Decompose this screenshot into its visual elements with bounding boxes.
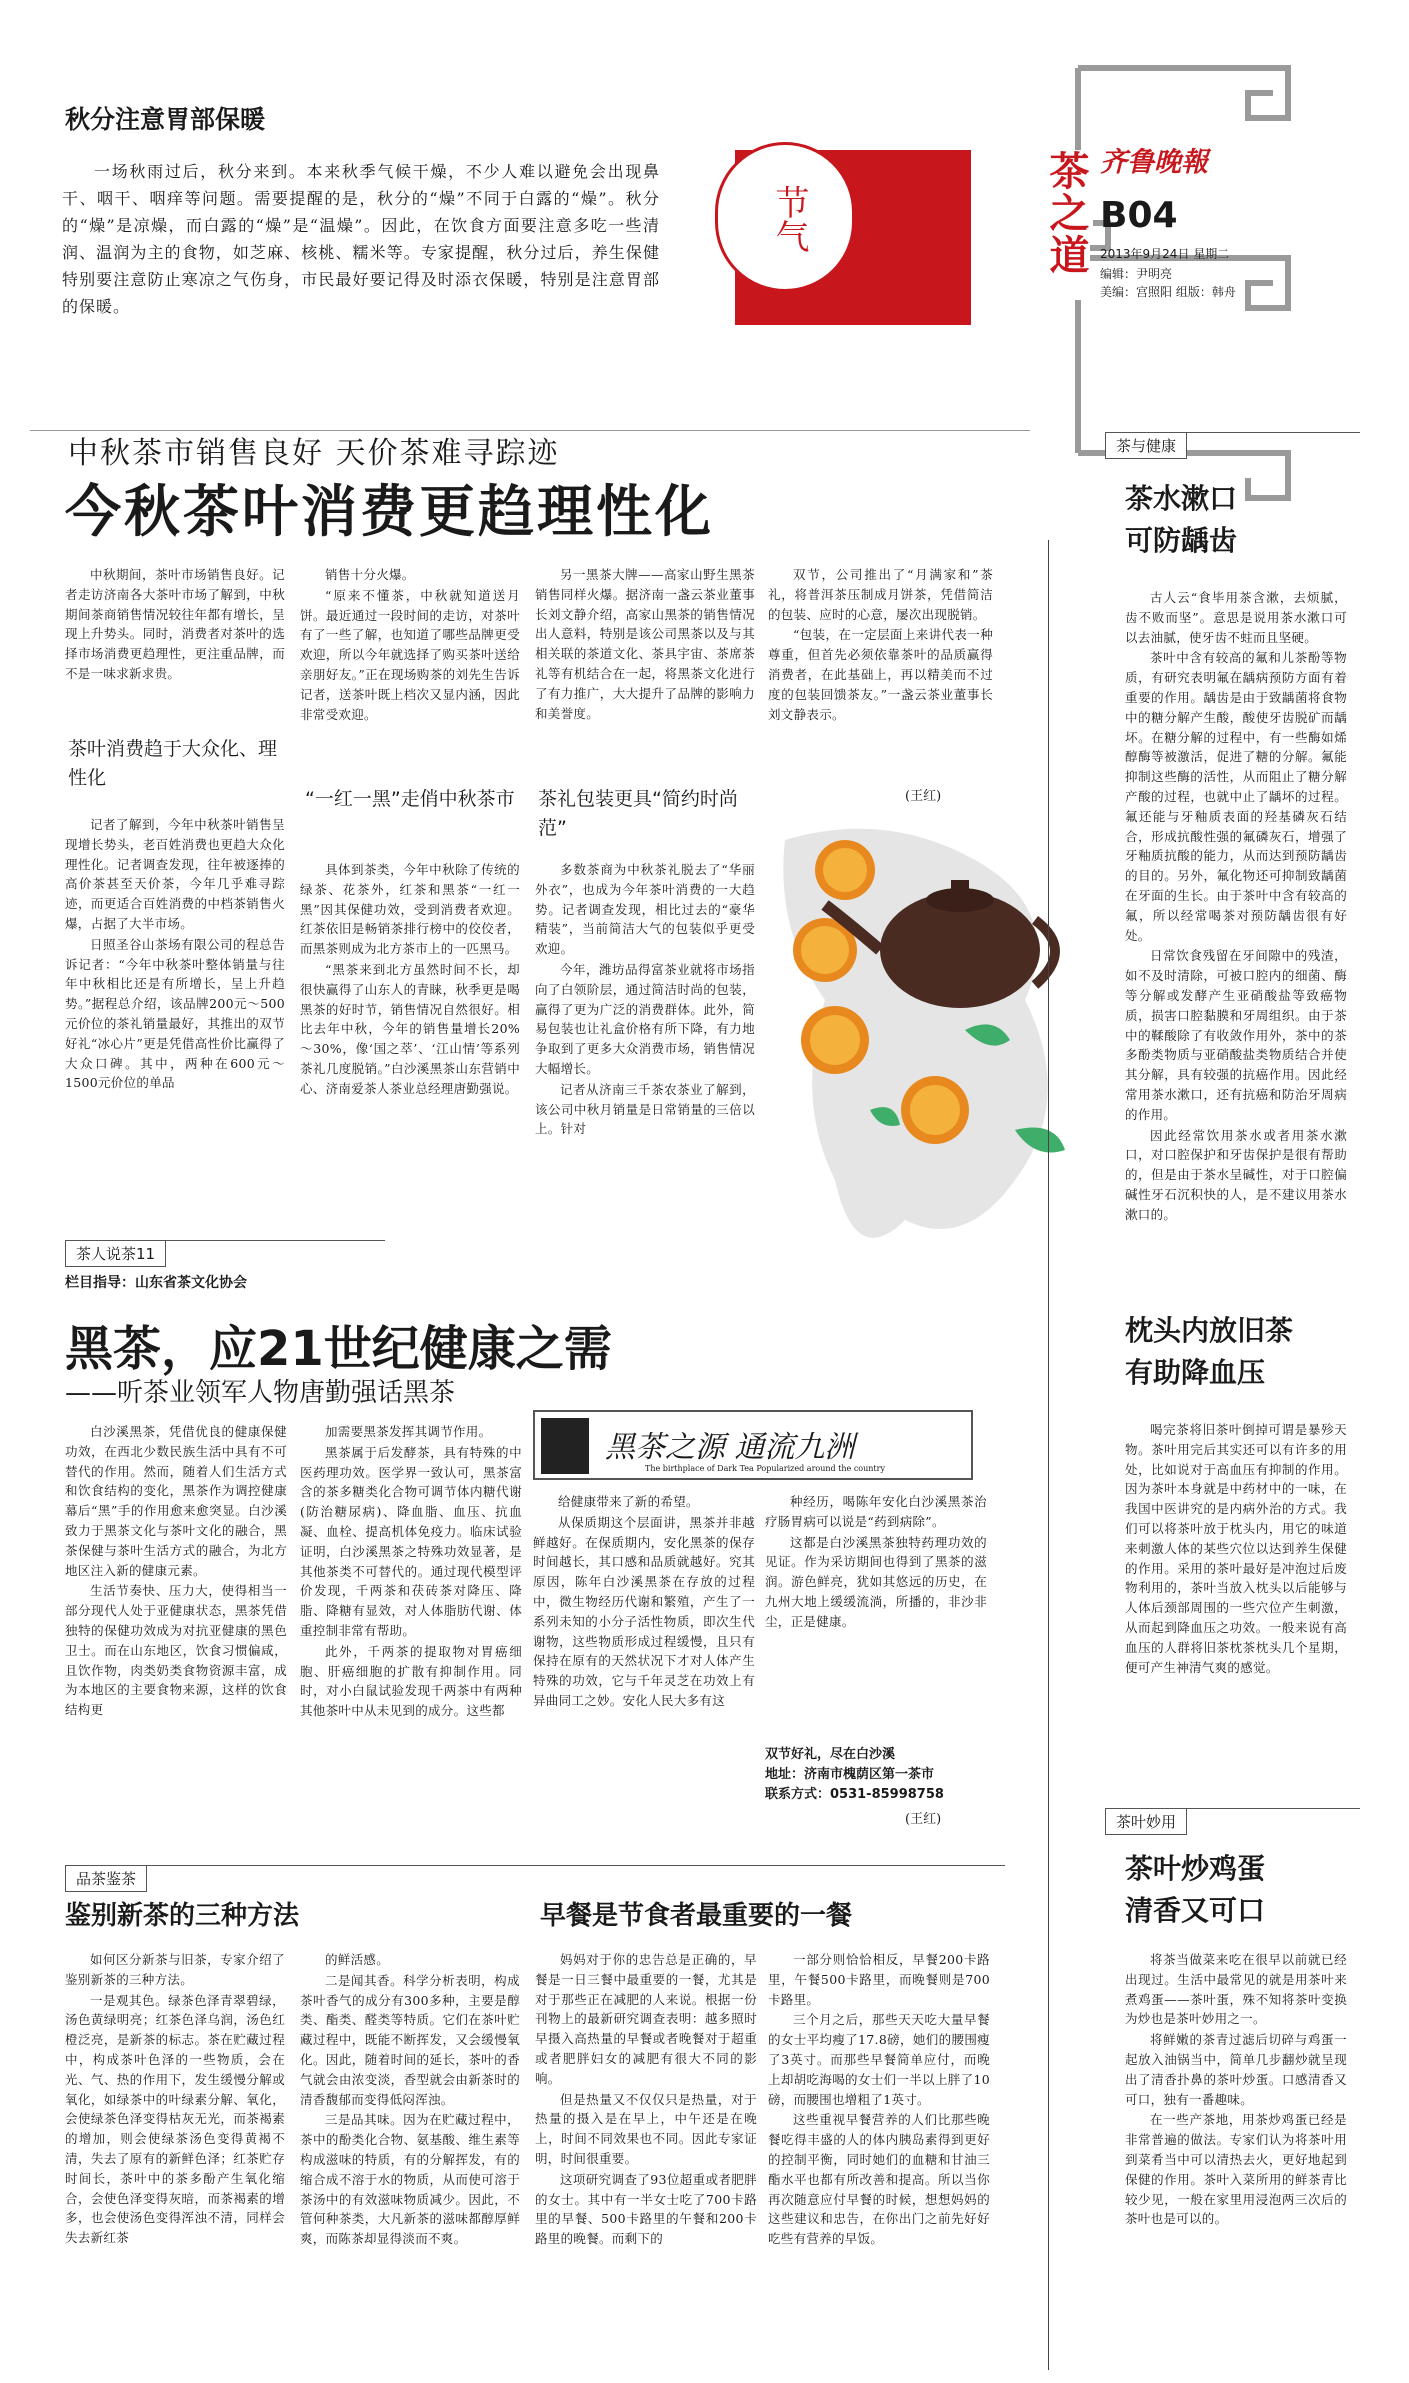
market-sub1: 茶叶消费趋于大众化、理性化 xyxy=(68,738,278,789)
side2-title: 枕头内放旧茶 有助降血压 xyxy=(1125,1314,1294,1389)
side1-tag: 茶与健康 xyxy=(1105,432,1360,454)
ad-text: 黑茶之源 通流九洲 xyxy=(605,1430,855,1465)
newtea-tag: 品茶鉴茶 xyxy=(65,1865,1005,1887)
autumn-text: 一场秋雨过后，秋分来到。本来秋季气候干燥，不少人难以避免会出现鼻干、咽干、咽痒等问题。需要提醒的是，秋分的“燥”不同于白露的“燥”。秋分的“燥”是凉燥，而白露的“燥”是“温燥”。因此，在饮食方面要注意多吃一些清润、温润为主的食物，如芝麻、核桃、糯米等。专家提醒，秋分过后，养生保健特别要注意防止寒凉之气伤身，市民最好要记得及时添衣保暖，特别是注意胃部的保暖。 xyxy=(62,162,660,316)
black-col1: 白沙溪黑茶，凭借优良的健康保健功效，在西北少数民族生活中具有不可替代的作用。然而，随着人们生活方式和饮食结构的变化，黑茶作为调控健康幕后“黑”手的作用愈来愈突显。白沙溪致力于黑茶文化与茶叶文化的融合，黑茶保健与茶叶生活方式的融合，为北方地区注入新的健康元素。 生活节奏快、压力大，使得相当一部分现代人处于亚健康状态，黑茶凭借独特的保健功效成为对抗亚健康的黑色卫士。而在山东地区，饮食习惯偏咸，且饮作物，肉类奶类食物资源丰富，成为本地区的主要食物来源，这样的饮食结构更 xyxy=(65,1424,287,1718)
market-col1b: 记者了解到，今年中秋茶叶销售呈现增长势头，老百姓消费也更趋大众化理性化。记者调查发现，往年被逐捧的高价茶甚至天价茶，今年几乎难寻踪迹，而更适合百姓消费的中档茶销售火爆，占据了大半市场。 日照圣谷山茶场有限公司的程总告诉记者：“今年中秋茶叶整体销量与往年中秋相比还是有所增长，呈上升趋势。”据程总介绍，该品牌200元～500元价位的茶礼销量最好，其推出的双节好礼“冰心片”更是凭借高性价比赢得了大众口碑。其中，两种在600元～1500元价位的单品 xyxy=(65,817,285,1091)
side3-title: 茶叶炒鸡蛋 清香又可口 xyxy=(1125,1852,1266,1927)
side3-text: 将茶当做菜来吃在很早以前就已经出现过。生活中最常见的就是用茶叶来煮鸡蛋——茶叶蛋，殊不知将茶叶变换为炒也是茶叶妙用之一。 将鲜嫩的茶青过滤后切碎与鸡蛋一起放入油锅当中，简单几步翻炒就呈现出了清香扑鼻的茶叶炒蛋。口感清香又可口，独有一番趣味。 在一些产茶地，用茶炒鸡蛋已经是非常普遍的做法。专家们认为将茶叶用到菜肴当中可以清热去火，更好地起到保健的作用。茶叶入菜所用的鲜茶青比较少见，一般在家里用浸泡两三次后的茶叶也是可以的。 xyxy=(1125,1952,1347,2227)
market-kicker: 中秋茶市销售良好 天价茶难寻踪迹 xyxy=(68,436,560,471)
ad-small: The birthplace of Dark Tea Popularized around the country xyxy=(645,1464,885,1473)
market-byline: (王红) xyxy=(905,789,942,804)
editor-credit: 编辑：尹明亮 xyxy=(1100,267,1173,281)
column-title: 茶之道 xyxy=(1038,150,1090,300)
newtea-col2: 的鲜活感。 二是闻其香。科学分析表明，构成茶叶香气的成分有300多种，主要是醇类、酯类、醛类等特质。它们在茶叶贮藏过程中，既能不断挥发，又会缓慢氧化。因此，随着时间的延长，茶叶的香气就会由浓变淡，香型就会由新茶时的清香馥郁而变得低闷浑浊。 三是品其味。因为在贮藏过程中，茶中的酚类化合物、氨基酸、维生素等构成滋味的特质，有的分解挥发，有的缩合成不溶于水的物质，从而使可溶于茶汤中的有效滋味物质减少。因此，不管何种茶类，大凡新茶的滋味都醇厚鲜爽，而陈茶却显得淡而不爽。 xyxy=(300,1952,520,2247)
paper-logo: 齐鲁晚報 xyxy=(1100,147,1208,178)
black-ad xyxy=(533,1410,973,1480)
black-guide: 栏目指导：山东省茶文化协会 xyxy=(65,1275,247,1291)
market-col3a: 另一黑茶大牌——高家山野生黑茶销售同样火爆。据济南一盏云茶业董事长刘文静介绍，高家山黑茶的销售情况出人意料，特别是该公司黑茶以及与其相关联的茶道文化、茶具宇宙、茶席茶礼等有机结合在一起，将黑茶文化进行了有力推广，大大提升了品牌的影响力和美誉度。 xyxy=(535,567,755,721)
autumn-title: 秋分注意胃部保暖 xyxy=(65,105,266,134)
issue-date: 2013年9月24日 星期二 xyxy=(1100,247,1230,261)
black-byline: (王红) xyxy=(905,1812,942,1827)
breakfast-col2: 一部分则恰恰相反，早餐200卡路里，午餐500卡路里，而晚餐则是700卡路里。 三个月之后，那些天天吃大量早餐的女士平均瘦了17.8磅，她们的腰围瘦了3英寸。而那些早餐简单应付，而晚上却胡吃海喝的女士们一半以上胖了10磅，而腰围也增粗了1英寸。 这些重视早餐营养的人们比那些晚餐吃得丰盛的人的体内胰岛素得到更好的控制平衡，同时她们的血糖和甘油三酯水平也都有所改善和提高。所以当你再次随意应付早餐的时候，想想妈妈的这些建议和忠告，在你出门之前先好好吃些有营养的早饭。 xyxy=(768,1952,990,2247)
market-sub3: 茶礼包装更具“简约时尚范” xyxy=(538,788,738,839)
market-col2a: 销售十分火爆。 “原来不懂茶，中秋就知道送月饼。最近通过一段时间的走访，对茶叶有了一些了解，也知道了哪些品牌更受欢迎，所以今年就选择了购买茶叶送给亲朋好友。”正在现场购茶的刘先生告诉记者，送茶叶既上档次又显内涵，因此非常受欢迎。 xyxy=(300,567,520,722)
teapot-illustration xyxy=(765,800,1095,1270)
design-credit: 美编：宫照阳 组版：韩舟 xyxy=(1100,285,1236,299)
page-number: B04 xyxy=(1100,195,1178,236)
black-promo: 双节好礼，尽在白沙溪 地址：济南市槐荫区第一茶市 联系方式：0531-85998758 xyxy=(765,1747,944,1802)
newtea-col1: 如何区分新茶与旧茶，专家介绍了鉴别新茶的三种方法。 一是观其色。绿茶色泽青翠碧绿，汤色黄绿明亮；红茶色泽乌润，汤色红橙泛亮，是新茶的标志。茶在贮藏过程中，构成茶叶色泽的一些物质，会在光、气、热的作用下，发生缓慢分解或氧化，如绿茶中的叶绿素分解、氧化，会使绿茶色泽变得枯灰无光，而茶褐素的增加，则会使绿茶汤色变得黄褐不清，失去了原有的新鲜色泽；红茶贮存时间长，茶叶中的茶多酚产生氧化缩合，会使色泽变得灰暗，而茶褐素的增多，也会使汤色变得浑浊不清，同样会失去新红茶 xyxy=(65,1952,285,2246)
side1-title: 茶水漱口 可防龋齿 xyxy=(1125,482,1238,557)
black-col2: 加需要黑茶发挥其调节作用。 黑茶属于后发酵茶，具有特殊的中医药理功效。医学界一致认可，黑茶富含的茶多糖类化合物可调节体内糖代谢(防治糖尿病)、降血脂、血压、抗血凝、血栓、提高机体免疫力。临床试验证明，白沙溪黑茶之特殊功效显著，是其他茶类不可替代的。通过现代模型评价发现，千两茶和茯砖茶对降压、降脂、降糖有显效，对人体脂肪代谢、体重控制非常有帮助。 此外，千两茶的提取物对胃癌细胞、肝癌细胞的扩散有抑制作用。同时，对小白鼠试验发现千两茶中有两种其他茶叶中从未见到的成分。这些都 xyxy=(300,1424,522,1719)
market-col4: 双节，公司推出了“月满家和”茶礼，将普洱茶压制成月饼茶，凭借简洁的包装、应时的心意，屡次出现脱销。 “包装，在一定层面上来讲代表一种尊重，但首先必须依靠茶叶的品质赢得消费者，在此基础上，再以精美而不过度的包装回馈茶友。”一盏云茶业董事长刘文静表示。 xyxy=(768,567,993,722)
side2-text: 喝完茶将旧茶叶倒掉可谓是暴殄天物。茶叶用完后其实还可以有许多的用处，比如说对于高血压有抑制的作用。因为茶叶本身就是中药材中的一味，在我国中医讲究的是内病外治的方式。我们可以将茶叶放于枕头内，用它的味道来刺激人体的某些穴位以达到养生保健的作用。采用的茶叶最好是冲泡过后废物利用的，茶叶当放入枕头以后能够与人体后颈部周围的一些穴位产生刺激，从而起到降血压之功效。一般来说有高血压的人群将旧茶枕茶枕头几个星期，便可产生神清气爽的感觉。 xyxy=(1125,1422,1347,1675)
solar-term-badge xyxy=(735,150,971,325)
side1-text: 古人云“食毕用茶含漱，去烦腻，齿不败而坚”。意思是说用茶水漱口可以去油腻，使牙齿不蛀而且坚硬。 茶叶中含有较高的氟和儿茶酚等物质，有研究表明氟在龋病预防方面有着重要的作用。龋齿是由于致龋菌将食物中的糖分解产生酸，酸使牙齿脱矿而龋坏。在糖分解的过程中，有一些酶如烯醇酶等被激活，促进了糖的分解。氟能抑制这些酶的活性，从而阻止了糖分解产酸的过程，也就中止了龋坏的过程。氟还能与牙釉质表面的羟基磷灰石结合，形成抗酸性强的氟磷灰石，增强了牙釉质抗酸的能力，从而达到预防龋齿的目的。另外，氟化物还可抑制致龋菌在牙面的生长。由于茶叶中含有较高的氟，所以经常喝茶对预防龋齿很有好处。 日常饮食残留在牙间隙中的残渣，如不及时清除，可被口腔内的细菌、酶等分解或发酵产生亚硝酸盐等致癌物质，损害口腔黏膜和牙周组织。由于茶中的鞣酸除了有收敛作用外，茶中的茶多酚类物质与亚硝酸盐类物质结合并使其分解，具有较强的抗癌作用。因此经常用茶水漱口，还有抗癌和防治牙周病的作用。 因此经常饮用茶水或者用茶水漱口，对口腔保护和牙齿保护是很有帮助的，但是由于茶水呈碱性，对于口腔偏碱性牙石沉积快的人，是不建议用茶水漱口的。 xyxy=(1125,590,1347,1222)
market-col1: 中秋期间，茶叶市场销售良好。记者走访济南各大茶叶市场了解到，中秋期间茶商销售情况较往年都有增长，呈现上升势头。同时，消费者对茶叶的选择市场消费更趋理性，更注重品牌，而不是一味求新求贵。 xyxy=(65,567,285,681)
breakfast-title: 早餐是节食者最重要的一餐 xyxy=(540,1901,853,1931)
black-col4: 种经历，喝陈年安化白沙溪黑茶治疗肠胃病可以说是“药到病除”。 这都是白沙溪黑茶独特药理功效的见证。作为采访期间也得到了黑茶的滋润。游色鲜亮，犹如其悠远的历史，在九州大地上缓缓流淌，所播的，非沙非尘，正是健康。 xyxy=(765,1494,987,1629)
newtea-title: 鉴别新茶的三种方法 xyxy=(65,1901,300,1931)
breakfast-col1: 妈妈对于你的忠告总是正确的，早餐是一日三餐中最重要的一餐，尤其是对于那些正在减肥的人来说。根据一份刊物上的最新研究调查表明：越多照时早摄入高热量的早餐或者晚餐对于超重或者肥胖妇女的减肥有很大不同的影响。 但是热量又不仅仅只是热量，对于热量的摄入是在早上，中午还是在晚上，时间不同效果也不同。因此专家证明，时间很重要。 这项研究调查了93位超重或者肥胖的女士。其中有一半女士吃了700卡路里的早餐、500卡路里的午餐和200卡路里的晚餐。而剩下的 xyxy=(535,1952,757,2247)
black-col3: 给健康带来了新的希望。 从保质期这个层面讲，黑茶并非越鲜越好。在保质期内，安化黑茶的保存时间越长，其口感和品质就越好。究其原因，陈年白沙溪黑茶在存放的过程中，微生物经历代谢和繁殖，产生了一系列未知的小分子活性物质，即次生代谢物，这些物质形成过程缓慢，且只有保持在原有的天然状况下才对人体产生特殊的功效，它与千年灵芝在功效上有异曲同工之妙。安化人民大多有这 xyxy=(533,1494,755,1708)
badge-label: 节气 xyxy=(769,185,809,253)
market-col3b: 多数茶商为中秋茶礼脱去了“华丽外衣”，也成为今年茶叶消费的一大趋势。记者调查发现，相比过去的“豪华精装”，当前简洁大气的包装似乎更受欢迎。 今年，潍坊品得富茶业就将市场指向了白领阶层，通过简洁时尚的包装，赢得了更为广泛的消费群体。此外，简易包装也让礼盒价格有所下降，有力地争取到了更多大众消费市场，销售情况大幅增长。 记者从济南三千茶农茶业了解到，该公司中秋月销量是日常销量的三倍以上。针对 xyxy=(535,862,755,1137)
black-title: 黑茶，应21世纪健康之需 xyxy=(65,1321,612,1377)
market-col2b: 具体到茶类，今年中秋除了传统的绿茶、花茶外，红茶和黑茶“一红一黑”因其保健功效，受到消费者欢迎。红茶依旧是畅销茶排行榜中的佼佼者，而黑茶则成为北方茶市上的一匹黑马。 “黑茶来到北方虽然时间不长，却很快赢得了山东人的青睐，秋季更是喝黑茶的好时节，销售情况自然很好。相比去年中秋，今年的销售量增长20%～30%，像‘国之萃’、‘江山情’等系列茶礼几度脱销。”白沙溪黑茶山东营销中心、济南爱茶人茶业总经理唐勤强说。 xyxy=(300,862,520,1096)
black-subtitle: ——听茶业领军人物唐勤强话黑茶 xyxy=(65,1378,456,1408)
market-title: 今秋茶叶消费更趋理性化 xyxy=(65,480,714,545)
side3-tag: 茶叶妙用 xyxy=(1105,1808,1360,1830)
market-sub2: “一红一黑”走俏中秋茶市 xyxy=(305,788,515,810)
black-tag: 茶人说茶11 xyxy=(65,1240,385,1262)
